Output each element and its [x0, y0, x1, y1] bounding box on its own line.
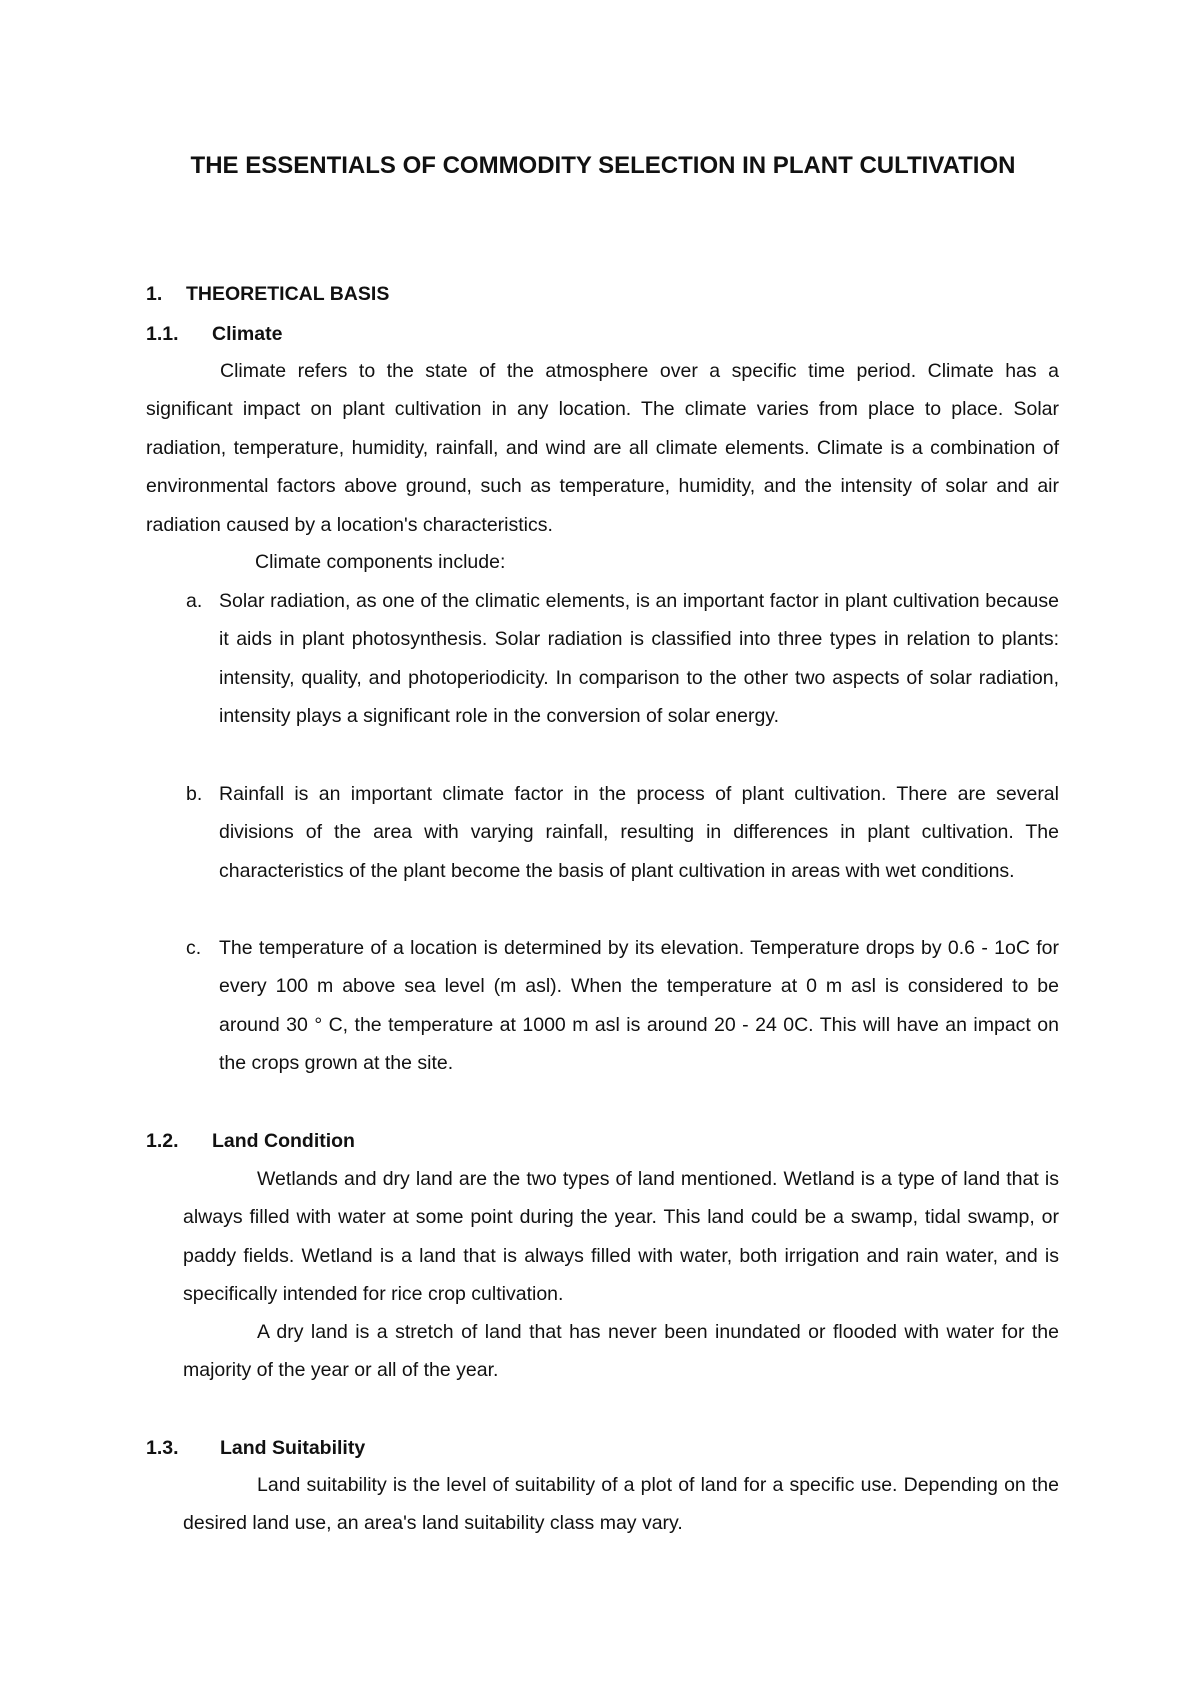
land-suitability-paragraph: Land suitability is the level of suitability of a plot of land for a specific use. Depending on the desired land use, an area's land suitability class may vary. [183, 1474, 1059, 1535]
subsection-number: 1.2. [146, 1130, 179, 1152]
subsection-number: 1.3. [146, 1437, 179, 1459]
subsection-number: 1.1. [146, 323, 179, 345]
climate-components-lead: Climate components include: [255, 551, 506, 573]
subsection-heading-1-2 [146, 1130, 355, 1153]
list-marker: a. [186, 590, 203, 612]
subsection-heading-1-1 [146, 323, 282, 346]
subsection-title: Land Suitability [220, 1437, 366, 1459]
list-item-text: Rainfall is an important climate factor in the process of plant cultivation. There are several divisions of the area with varying rainfall, resulting in differences in plant cultivation. The characteristics of the plant become the basis of plant cultivation in areas with wet conditions. [219, 783, 1059, 882]
subsection-title: Land Condition [212, 1130, 355, 1152]
document-title: THE ESSENTIALS OF COMMODITY SELECTION IN PLANT CULTIVATION [190, 152, 1016, 179]
subsection-title: Climate [212, 323, 283, 345]
list-marker: c. [186, 937, 202, 959]
land-condition-paragraph-1: Wetlands and dry land are the two types of land mentioned. Wetland is a type of land that is always filled with water at some point during the year. This land could be a swamp, tidal swamp, or paddy fields. Wetland is a land that is always filled with water, both irrigation and rain water, and is specifically intended for rice crop cultivation. [183, 1168, 1059, 1306]
section-title: THEORETICAL BASIS [186, 283, 390, 305]
list-item-text: Solar radiation, as one of the climatic elements, is an important factor in plant cultivation because it aids in plant photosynthesis. Solar radiation is classified into three types in relation to plants: intensity, quality, and photoperiodicity. In comparison to the other two aspects of solar radiation, intensity plays a significant role in the conversion of solar energy. [219, 590, 1059, 728]
list-item-text: The temperature of a location is determined by its elevation. Temperature drops by 0.6 - 1oC for every 100 m above sea level (m asl). When the temperature at 0 m asl is considered to be around 30 ° C, the temperature at 1000 m asl is around 20 - 24 0C. This will have an impact on the crops grown at the site. [219, 937, 1059, 1075]
section-number: 1. [146, 283, 163, 305]
section-heading-1 [146, 283, 389, 306]
climate-paragraph: Climate refers to the state of the atmosphere over a specific time period. Climate has a significant impact on plant cultivation in any location. The climate varies from place to place. Solar radiation, temperature, humidity, rainfall, and wind are all climate elements. Climate is a combination of environmental factors above ground, such as temperature, humidity, and the intensity of solar and air radiation caused by a location's characteristics. [146, 360, 1059, 536]
list-marker: b. [186, 783, 203, 805]
subsection-heading-1-3 [146, 1437, 365, 1460]
land-condition-paragraph-2: A dry land is a stretch of land that has never been inundated or flooded with water for the majority of the year or all of the year. [183, 1321, 1059, 1382]
